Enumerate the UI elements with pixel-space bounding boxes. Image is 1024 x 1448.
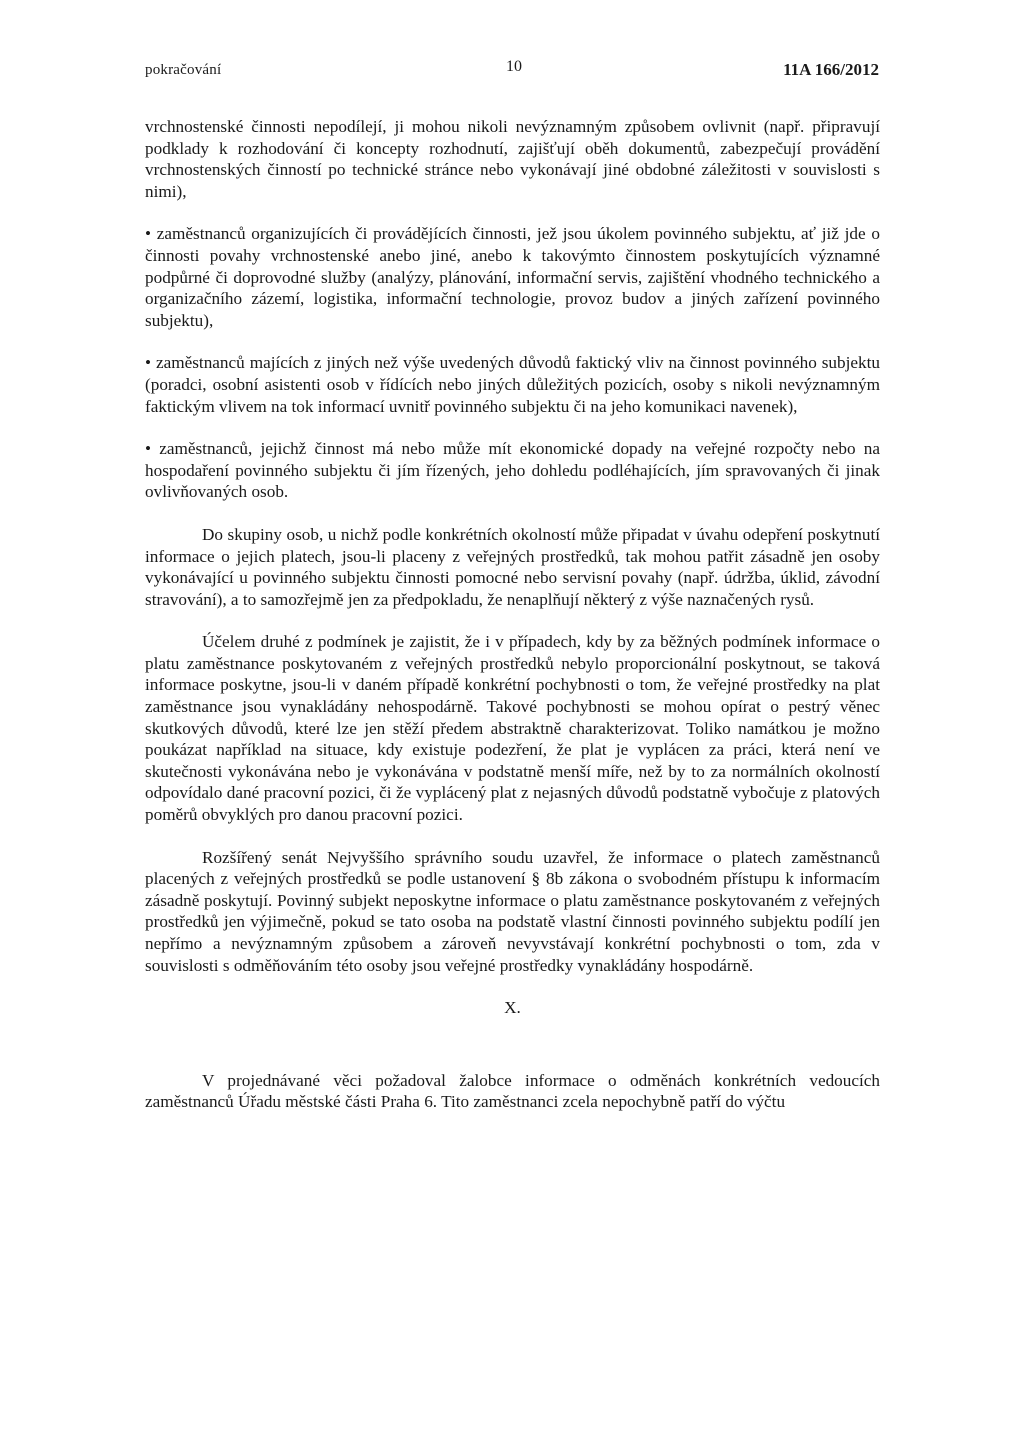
bullet-text: zaměstnanců, jejichž činnost má nebo může mít ekonomické dopady na veřejné rozpočty nebo na hospodaření povinného subjektu či jím řízených, jeho dohledu podléhajících, jím spravovaných či jinak ovlivňovaných osob. <box>145 439 880 502</box>
bullet-text: zaměstnanců organizujících či provádějících činnosti, jež jsou úkolem povinného subjektu, ať již jde o činnosti povahy vrchnostenské anebo jiné, anebo k takovýmto činnostem poskytujících významné podpůrné či doprovodné služby (analýzy, plánování, informační servis, zajištění vhodného technického a organizačního zázemí, logistika, informační technologie, provoz budov a jiných zařízení povinného subjektu), <box>145 224 880 330</box>
bullet-item <box>145 438 880 503</box>
paragraph-intro: vrchnostenské činnosti nepodílejí, ji mohou nikoli nevýznamným způsobem ovlivnit (např. připravují podklady k rozhodování či koncepty rozhodnutí, zajišťují oběh dokumentů, zabezpečují provádění vrchnostenských činností po technické stránce nebo vykonávají jiné obdobné záležitosti v souvislosti s nimi), <box>145 117 880 201</box>
paragraph-final: V projednávané věci požadoval žalobce informace o odměnách konkrétních vedoucích zaměstnanců Úřadu městské části Praha 6. Tito zaměstnanci zcela nepochybně patří do výčtu <box>145 1070 880 1112</box>
bullet-mark: • <box>145 439 152 459</box>
case-number: 11A 166/2012 <box>783 60 879 79</box>
paragraph-skupiny: Do skupiny osob, u nichž podle konkrétních okolností může připadat v úvahu odepření poskytnutí informace o jejich platech, jsou-li placeny z veřejných prostředků, tak mohou patřit zásadně jen osoby vykonávající u povinného subjektu činnosti pomocné nebo servisní povahy (např. údržba, úklid, závodní stravování), a to samozřejmě jen za předpokladu, že nenaplňují některý z výše naznačených rysů. <box>145 524 880 609</box>
paragraph-ucelem: Účelem druhé z podmínek je zajistit, že i v případech, kdy by za běžných podmínek informace o platu zaměstnance poskytovaném z veřejných prostředků nebylo proporcionální poskytnout, se taková informace poskytne, jsou-li v daném případě konkrétní pochybnosti o tom, že veřejné prostředky na plat zaměstnance jsou vynakládány nehospodárně. Takové pochybnosti se mohou opírat o pestrý věnec skutkových důvodů, které lze jen stěží předem abstraktně charakterizovat. Toliko namátkou je možno poukázat například na situace, kdy existuje podezření, že plat je vyplácen za práci, která není ve skutečnosti vykonávána nebo je vykonávána v podstatně menší míře, než by to za normálních okolností odpovídalo dané pracovní pozici, či že vyplácený plat z nejasných důvodů podstatně vybočuje z platových poměrů obvyklých pro danou pracovní pozici. <box>145 632 880 825</box>
bullet-item <box>145 352 880 417</box>
bullet-text: zaměstnanců majících z jiných než výše uvedených důvodů faktický vliv na činnost povinného subjektu (poradci, osobní asistenti osob v řídících nebo jiných důležitých pozicích, osoby s nikoli nevýznamným faktickým vlivem na tok informací uvnitř povinného subjektu či na jeho komunikaci navenek), <box>145 353 880 416</box>
continuation-label: pokračování <box>145 62 222 78</box>
page-number: 10 <box>506 58 522 75</box>
bullet-mark: • <box>145 224 152 244</box>
section-heading: X. <box>504 998 521 1018</box>
page-header <box>145 58 879 84</box>
bullet-mark: • <box>145 353 152 373</box>
document-body <box>145 116 880 1113</box>
bullet-item <box>145 223 880 331</box>
paragraph-rozsireny-senat: Rozšířený senát Nejvyššího správního soudu uzavřel, že informace o platech zaměstnanců placených z veřejných prostředků se podle ustanovení § 8b zákona o svobodném přístupu k informacím zásadně poskytují. Povinný subjekt neposkytne informace o platu zaměstnance poskytovaném z veřejných prostředků jen výjimečně, pokud se tato osoba na podstatě vlastní činnosti povinného subjektu podílí jen nepřímo a nevýznamným způsobem a zároveň nevyvstávají konkrétní pochybnosti o tom, zda v souvislosti s odměňováním této osoby jsou veřejné prostředky vynakládány hospodárně. <box>145 847 880 975</box>
